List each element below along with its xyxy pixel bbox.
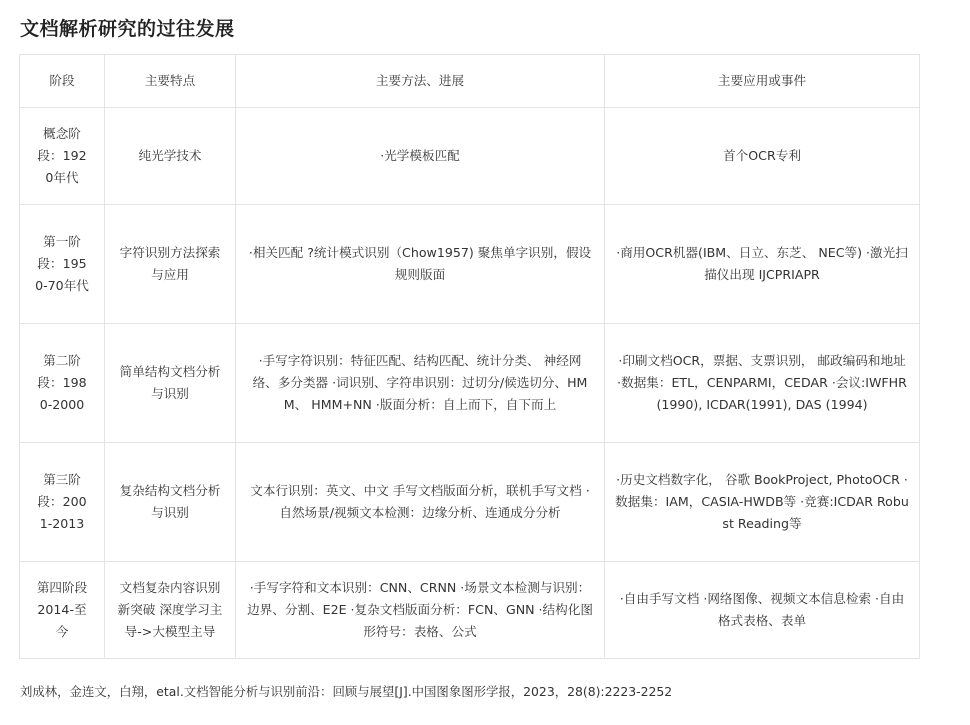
table-row [20,108,920,205]
feature-cell: 复杂结构文档分析与识别 [105,443,236,562]
header-methods: 主要方法、进展 [236,55,605,108]
table-row [20,562,920,659]
citation: 刘成林，金连文，白翔，etal.文档智能分析与识别前沿：回顾与展望[J].中国图象图形学报，2023，28(8):2223-2252 [20,684,673,699]
page-title: 文档解析研究的过往发展 [20,18,235,40]
header-stage: 阶段 [20,55,105,108]
applications-cell: ·历史文档数字化， 谷歌 BookProject, PhotoOCR ·数据集：IAM，CASIA-HWDB等 ·竞赛:ICDAR Robust Reading等 [605,443,920,562]
table-header-row [20,55,920,108]
feature-cell: 字符识别方法探索与应用 [105,205,236,324]
methods-cell: ·相关匹配 ?统计模式识别（Chow1957) 聚焦单字识别，假设规则版面 [236,205,605,324]
feature-cell: 简单结构文档分析与识别 [105,324,236,443]
stage-cell: 第一阶段：1950-70年代 [20,205,105,324]
methods-cell: ·手写字符识别：特征匹配、结构匹配、统计分类、 神经网络、多分类器 ·词识别、字符串识别：过切分/候选切分、HMM、 HMM+NN ·版面分析：自上而下，自下而上 [236,324,605,443]
feature-cell: 文档复杂内容识别新突破 深度学习主导->大模型主导 [105,562,236,659]
history-table [19,54,920,659]
table-row [20,443,920,562]
header-feature: 主要特点 [105,55,236,108]
table-row [20,324,920,443]
stage-cell: 第四阶段 2014-至今 [20,562,105,659]
applications-cell: 首个OCR专利 [605,108,920,205]
methods-cell: ·光学模板匹配 [236,108,605,205]
methods-cell: 文本行识别：英文、中文 手写文档版面分析，联机手写文档 ·自然场景/视频文本检测：边缘分析、连通成分分析 [236,443,605,562]
feature-cell: 纯光学技术 [105,108,236,205]
applications-cell: ·商用OCR机器(IBM、日立、东芝、 NEC等) ·激光扫描仪出现 IJCPRIAPR [605,205,920,324]
applications-cell: ·自由手写文档 ·网络图像、视频文本信息检索 ·自由格式表格、表单 [605,562,920,659]
applications-cell: ·印刷文档OCR，票据、支票识别， 邮政编码和地址 ·数据集：ETL，CENPARMI，CEDAR ·会议:IWFHR(1990), ICDAR(1991), DAS (1994) [605,324,920,443]
stage-cell: 第三阶段：2001-2013 [20,443,105,562]
stage-cell: 概念阶段：1920年代 [20,108,105,205]
table-row [20,205,920,324]
header-applications: 主要应用或事件 [605,55,920,108]
stage-cell: 第二阶段：1980-2000 [20,324,105,443]
methods-cell: ·手写字符和文本识别：CNN、CRNN ·场景文本检测与识别：边界、分割、E2E ·复杂文档版面分析：FCN、GNN ·结构化图形符号：表格、公式 [236,562,605,659]
